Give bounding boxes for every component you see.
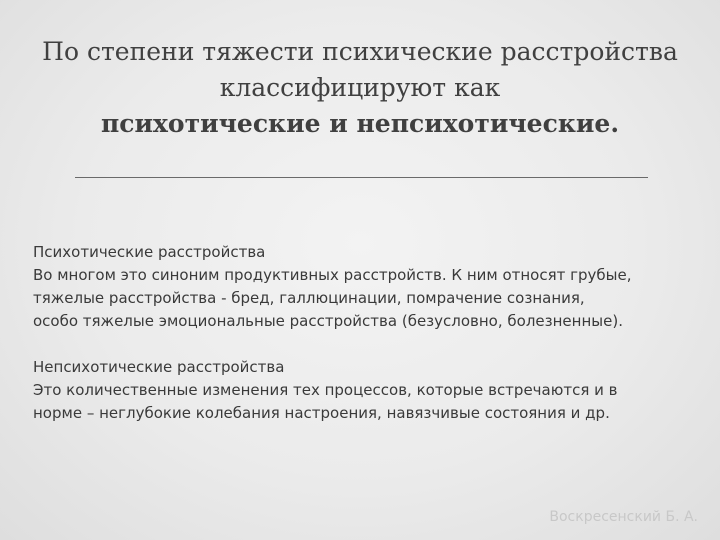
author-footer: Воскресенский Б. А. bbox=[549, 509, 698, 525]
section-psychotic bbox=[33, 241, 703, 333]
title-line-2: классифицируют как bbox=[219, 73, 501, 102]
slide-title bbox=[40, 34, 680, 142]
title-line-3: психотические и непсихотические. bbox=[100, 109, 620, 138]
section-heading: Психотические расстройства bbox=[33, 243, 266, 261]
body-line: Это количественные изменения тех процессов, которые встречаются и в bbox=[33, 381, 618, 399]
body-line: норме – неглубокие колебания настроения, навязчивые состояния и др. bbox=[33, 404, 610, 422]
body-line: Во многом это синоним продуктивных расстройств. К ним относят грубые, bbox=[33, 266, 632, 284]
title-line-1: По степени тяжести психические расстройства bbox=[42, 37, 678, 66]
body-line: тяжелые расстройства - бред, галлюцинации, помрачение сознания, bbox=[33, 289, 585, 307]
slide-body bbox=[33, 241, 703, 425]
section-heading: Непсихотические расстройства bbox=[33, 358, 285, 376]
body-line: особо тяжелые эмоциональные расстройства (безусловно, болезненные). bbox=[33, 312, 623, 330]
section-non-psychotic bbox=[33, 356, 703, 425]
title-divider bbox=[75, 177, 648, 178]
